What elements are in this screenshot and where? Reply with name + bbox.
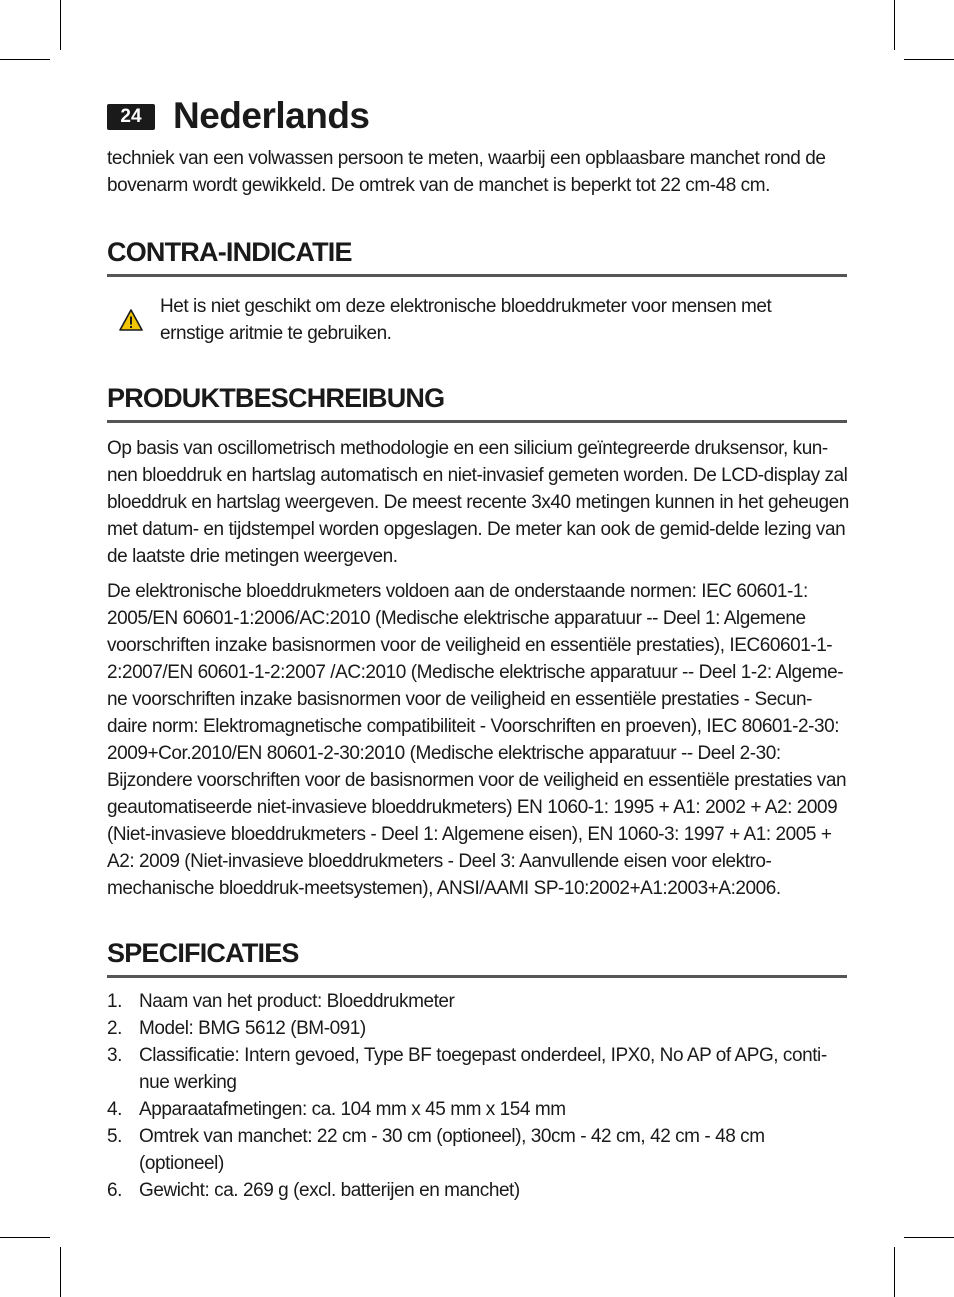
list-item <box>107 1177 852 1204</box>
page-title: Nederlands <box>173 95 370 136</box>
intro-paragraph: techniek van een volwassen persoon te meten, waarbij een opblaasbare manchet rond de bovenarm wordt gewikkeld. De omtrek van de manchet is beperkt tot 22 cm-48 cm. <box>107 148 826 196</box>
crop-mark-bottom-left-v <box>60 1247 61 1297</box>
list-item-number: 4. <box>107 1099 122 1120</box>
list-item-number: 5. <box>107 1126 122 1147</box>
crop-mark-top-right-v <box>894 0 895 50</box>
list-item-number: 3. <box>107 1045 122 1066</box>
list-item-text: Classificatie: Intern gevoed, Type BF toegepast onderdeel, IPX0, No AP of APG, conti-nue werking <box>139 1045 827 1093</box>
list-item <box>107 1096 852 1123</box>
crop-mark-bottom-right-h <box>904 1237 954 1238</box>
crop-mark-top-left-v <box>60 0 61 50</box>
crop-mark-bottom-left-h <box>0 1237 50 1238</box>
contra-indicatie-heading: CONTRA-INDICATIE <box>107 236 847 277</box>
list-item-number: 6. <box>107 1180 122 1201</box>
warning-triangle-icon <box>118 308 144 332</box>
list-item <box>107 1015 852 1042</box>
list-item-number: 2. <box>107 1018 122 1039</box>
page-number-badge: 24 <box>107 104 155 130</box>
produktbeschreibung-heading: PRODUKTBESCHREIBUNG <box>107 382 847 423</box>
list-item <box>107 1042 852 1096</box>
produkt-paragraph-2: De elektronische bloeddrukmeters voldoen aan de onderstaande normen: IEC 60601-1: 2005/EN 60601-1:2006/AC:2010 (Medische elektrische apparatuur -- Deel 1: Algemene voorschriften inzake basisnormen voor de veiligheid en essentiële prestaties), IEC60601-1-2:2007/EN 60601-1-2:2007 /AC:2010 (Medische elektrische apparatuur -- Deel 1-2: Algeme-ne voorschriften inzake basisnormen voor de veiligheid en essentiële prestaties - Secun-daire norm: Elektromagnetische compatibiliteit - Voorschriften en proeven), IEC 80601-2-30: 2009+Cor.2010/EN 80601-2-30:2010 (Medische elektrische apparatuur -- Deel 2-30: Bijzondere voorschriften voor de basisnormen voor de veiligheid en essentiële prestaties van geautomatiseerde niet-invasieve bloeddrukmeters) EN 1060-1: 1995 + A1: 2002 + A2: 2009 (Niet-invasieve bloeddrukmeters - Deel 1: Algemene eisen), EN 1060-3: 1997 + A1: 2005 + A2: 2009 (Niet-invasieve bloeddrukmeters - Deel 3: Aanvullende eisen voor elektro-mechanische bloeddruk-meetsystemen), ANSI/AAMI SP-10:2002+A1:2003+A:2006. <box>107 581 847 899</box>
list-item-number: 1. <box>107 991 122 1012</box>
list-item-text: Omtrek van manchet: 22 cm - 30 cm (optioneel), 30cm - 42 cm, 42 cm - 48 cm (optioneel) <box>139 1126 765 1174</box>
list-item <box>107 988 852 1015</box>
list-item-text: Apparaatafmetingen: ca. 104 mm x 45 mm x 154 mm <box>139 1099 566 1120</box>
crop-mark-bottom-right-v <box>894 1247 895 1297</box>
crop-mark-top-left-h <box>0 59 50 60</box>
list-item-text: Naam van het product: Bloeddrukmeter <box>139 991 455 1012</box>
produkt-paragraph-1: Op basis van oscillometrisch methodologie en een silicium geïntegreerde druksensor, kun-nen bloeddruk en hartslag automatisch en niet-invasief gemeten worden. De LCD-display zal bloeddruk en hartslag weergeven. De meest recente 3x40 metingen kunnen in het geheugen met datum- en tijdstempel worden opgeslagen. De meter kan ook de gemid-delde lezing van de laatste drie metingen weergeven. <box>107 438 849 567</box>
specs-list <box>107 988 852 1204</box>
list-item-text: Model: BMG 5612 (BM-091) <box>139 1018 366 1039</box>
list-item-text: Gewicht: ca. 269 g (excl. batterijen en manchet) <box>139 1180 520 1201</box>
contra-warning-text: Het is niet geschikt om deze elektronische bloeddrukmeter voor mensen met ernstige aritmie te gebruiken. <box>160 296 772 344</box>
specificaties-heading: SPECIFICATIES <box>107 937 847 978</box>
crop-mark-top-right-h <box>904 59 954 60</box>
list-item <box>107 1123 852 1177</box>
